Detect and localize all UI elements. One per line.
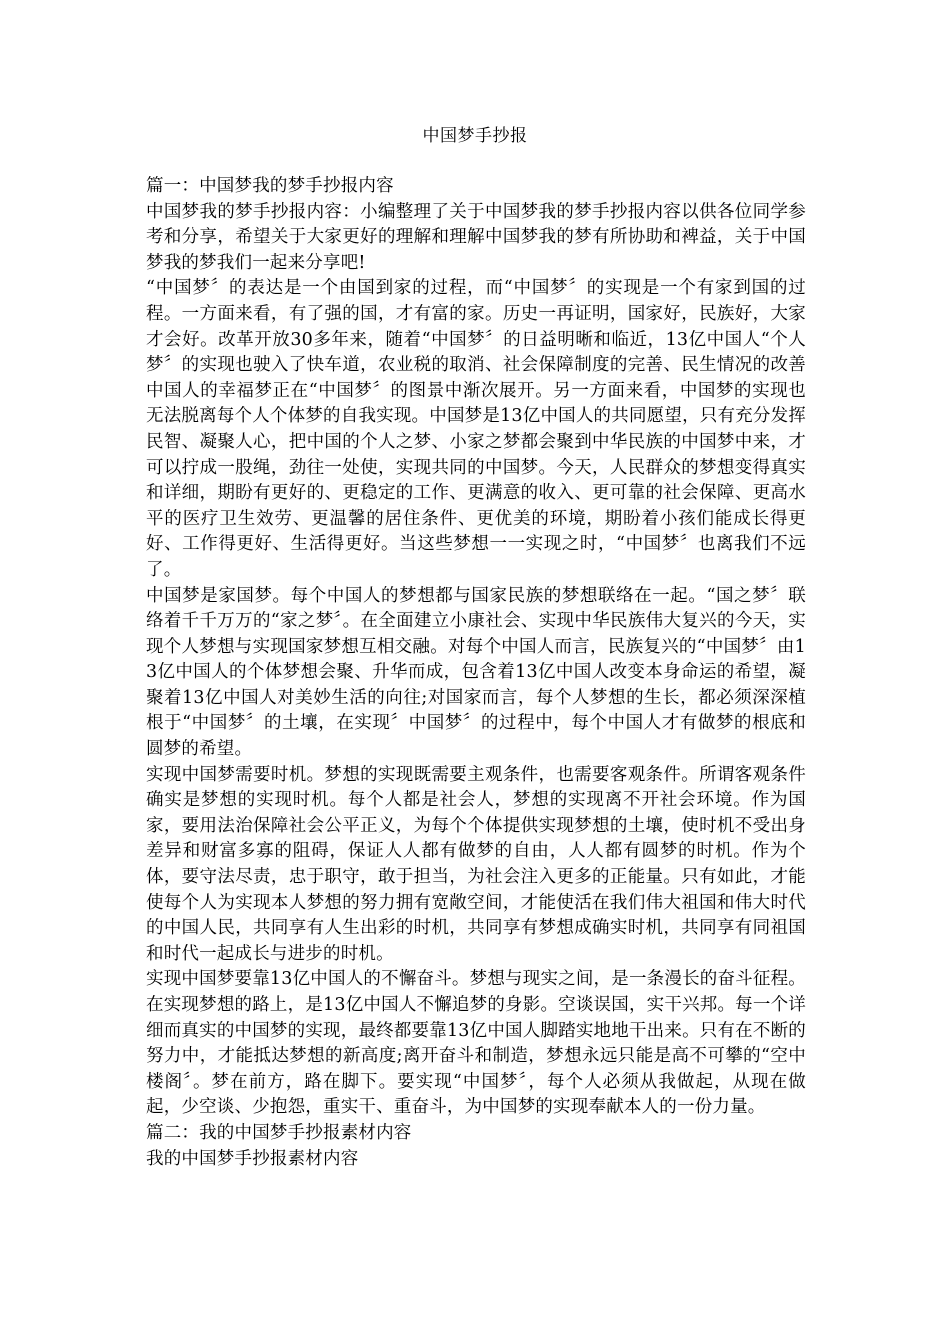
document-title: 中国梦手抄报 bbox=[422, 126, 528, 146]
body-paragraph: 实现中国梦要靠13亿中国人的不懈奋斗。梦想与现实之间，是一条漫长的奋斗征程。在实现梦想的路上，是13亿中国人不懈追梦的身影。空谈误国，实干兴邦。每一个详细而真实的中国梦的实现，最终都要靠13亿中国人脚踏实地地干出来。只有在不断的努力中，才能抵达梦想的新高度;离开奋斗和制造，梦想永远只能是高不可攀的“空中楼阁〞。梦在前方，路在脚下。要实现“中国梦〞，每个人必须从我做起，从现在做起，少空谈、少抱怨，重实干、重奋斗，为中国梦的实现奉献本人的一份力量。 bbox=[146, 969, 806, 1118]
section-subtitle: 我的中国梦手抄报素材内容 bbox=[146, 1148, 359, 1169]
document-body bbox=[146, 174, 806, 1172]
body-paragraph: “中国梦〞的表达是一个由国到家的过程，而“中国梦〞的实现是一个有家到国的过程。一方面来看，有了强的国，才有富的家。历史一再证明，国家好，民族好，大家才会好。改革开放30多年来，随着“中国梦〞的日益明晰和临近，13亿中国人“个人梦〞的实现也驶入了快车道，农业税的取消、社会保障制度的完善、民生情况的改善中国人的幸福梦正在“中国梦〞的图景中渐次展开。另一方面来看，中国梦的实现也无法脱离每个人个体梦的自我实现。中国梦是13亿中国人的共同愿望，只有充分发挥民智、凝聚人心，把中国的个人之梦、小家之梦都会聚到中华民族的中国梦中来，才可以拧成一股绳，劲往一处使，实现共同的中国梦。今天，人民群众的梦想变得真实和详细，期盼有更好的、更稳定的工作、更满意的收入、更可靠的社会保障、更高水平的医疗卫生效劳、更温馨的居住条件、更优美的环境，期盼着小孩们能成长得更好、工作得更好、生活得更好。当这些梦想一一实现之时，“中国梦〞也离我们不远了。 bbox=[146, 278, 806, 580]
body-paragraph: 实现中国梦需要时机。梦想的实现既需要主观条件，也需要客观条件。所谓客观条件确实是梦想的实现时机。每个人都是社会人，梦想的实现离不开社会环境。作为国家，要用法治保障社会公平正义，为每个个体提供实现梦想的土壤，使时机不受出身差异和财富多寡的阻碍，保证人人都有做梦的自由，人人都有圆梦的时机。作为个体，要守法尽责，忠于职守，敢于担当，为社会注入更多的正能量。只有如此，才能使每个人为实现本人梦想的努力拥有宽敞空间，才能使活在我们伟大祖国和伟大时代的中国人民，共同享有人生出彩的时机，共同享有梦想成确实时机，共同享有同祖国和时代一起成长与进步的时机。 bbox=[146, 764, 806, 964]
intro-paragraph: 中国梦我的梦手抄报内容：小编整理了关于中国梦我的梦手抄报内容以供各位同学参考和分享，希望关于大家更好的理解和理解中国梦我的梦有所协助和裨益，关于中国梦我的梦我们一起来分享吧! bbox=[146, 201, 806, 273]
section-heading-2: 篇二：我的中国梦手抄报素材内容 bbox=[146, 1122, 412, 1143]
body-paragraph: 中国梦是家国梦。每个中国人的梦想都与国家民族的梦想联络在一起。“国之梦〞联络着千千万万的“家之梦〞。在全面建立小康社会、实现中华民族伟大复兴的今天，实现个人梦想与实现国家梦想互相交融。对每个中国人而言，民族复兴的“中国梦〞由13亿中国人的个体梦想会聚、升华而成，包含着13亿中国人改变本身命运的希望，凝聚着13亿中国人对美妙生活的向往;对国家而言，每个人梦想的生长，都必须深深植根于“中国梦〞的土壤，在实现〞中国梦〞的过程中，每个中国人才有做梦的根底和圆梦的希望。 bbox=[146, 585, 806, 760]
section-heading-1: 篇一：中国梦我的梦手抄报内容 bbox=[146, 176, 394, 196]
